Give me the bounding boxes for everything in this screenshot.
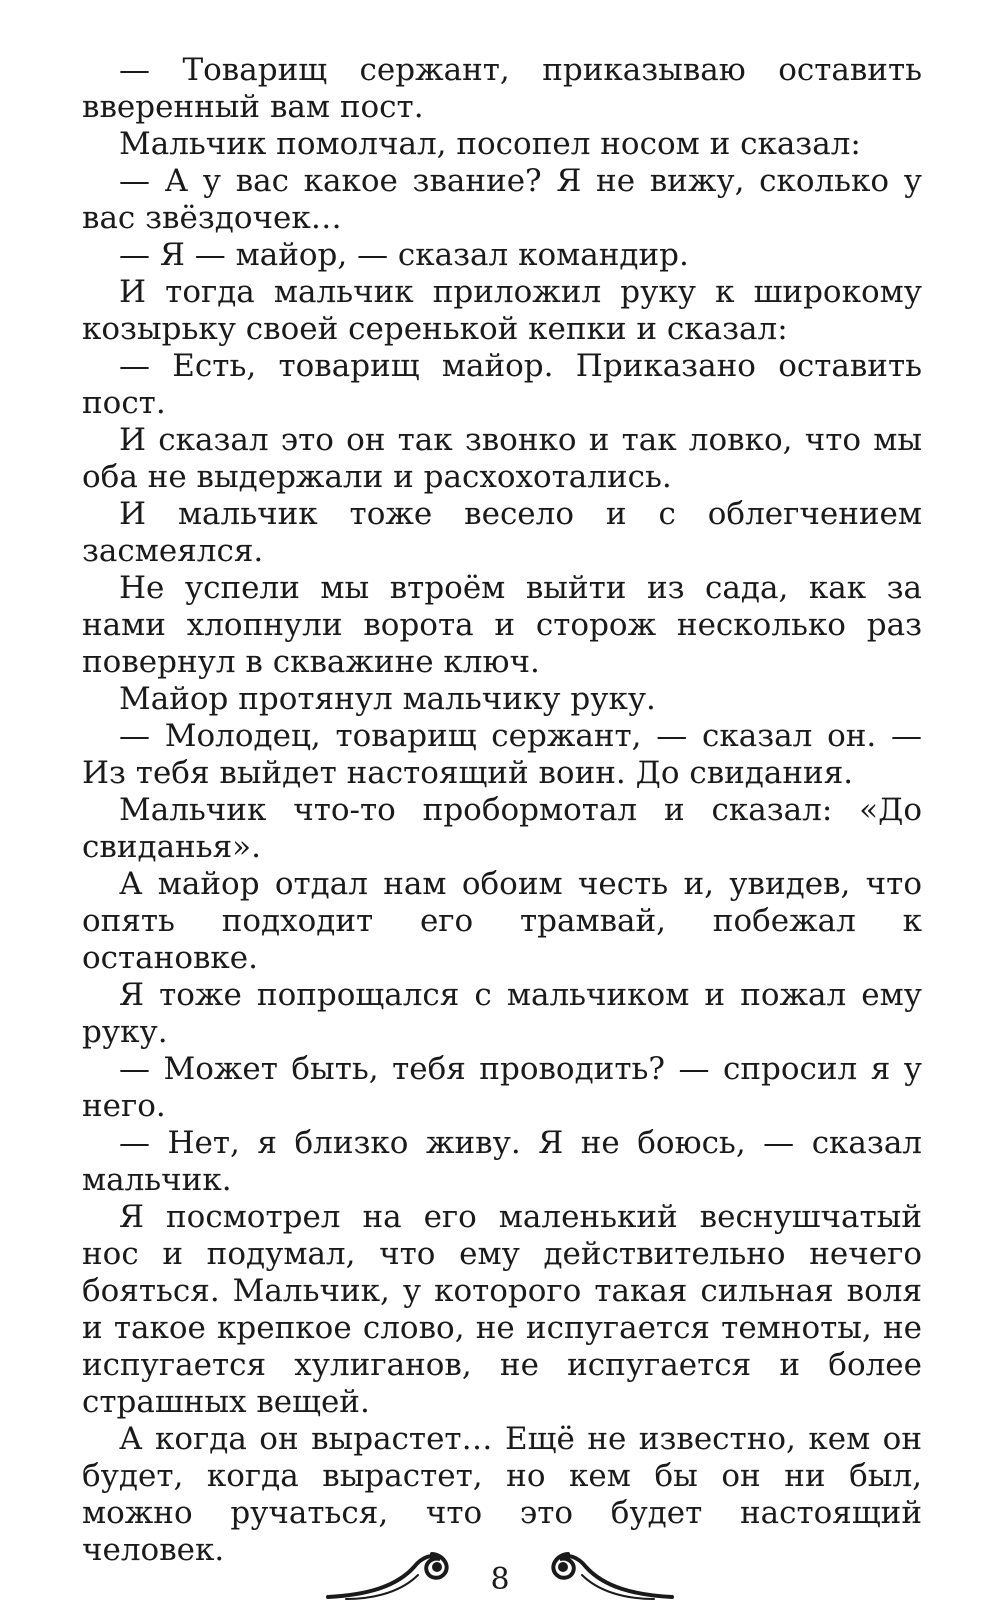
- paragraph: — Молодец, товарищ сержант, — сказал он. — Из тебя выйдет настоящий воин. До свидания.: [82, 718, 922, 791]
- paragraph: Мальчик помолчал, посопел носом и сказал:: [119, 126, 861, 162]
- paragraph: — Я — майор, — сказал командир.: [119, 237, 689, 273]
- paragraph: — Товарищ сержант, приказываю оставить вверенный вам пост.: [82, 52, 922, 125]
- paragraph: Я посмотрел на его маленький веснушчатый нос и подумал, что ему действительно нечего бояться. Мальчик, у которого такая сильная воля и такое крепкое слово, не испугается темноты, не испугается хулиганов, не испугается и более страшных вещей.: [82, 1199, 922, 1420]
- paragraph: Не успели мы втроём выйти из сада, как за нами хлопнули ворота и сторож несколько раз повернул в скважине ключ.: [82, 570, 922, 680]
- paragraph: И сказал это он так звонко и так ловко, что мы оба не выдержали и расхохотались.: [82, 422, 922, 495]
- paragraph: Я тоже попрощался с мальчиком и пожал ему руку.: [82, 977, 922, 1050]
- page-body: [82, 52, 922, 1569]
- swirl-ornament-icon: [326, 1545, 476, 1605]
- paragraph: Мальчик что-то пробормотал и сказал: «До свиданья».: [82, 792, 922, 865]
- page-number: 8: [490, 1561, 510, 1597]
- paragraph: А майор отдал нам обоим честь и, увидев, что опять подходит его трамвай, побежал к остановке.: [82, 866, 922, 976]
- page-footer: [0, 1540, 1000, 1610]
- paragraph: И мальчик тоже весело и с облегчением засмеялся.: [82, 496, 922, 569]
- paragraph: — Есть, товарищ майор. Приказано оставить пост.: [82, 348, 922, 421]
- swirl-ornament-icon: [524, 1545, 674, 1605]
- paragraph: А когда он вырастет… Ещё не известно, кем он будет, когда вырастет, но кем бы он ни был, можно ручаться, что это будет настоящий человек.: [82, 1421, 922, 1568]
- paragraph: Майор протянул мальчику руку.: [119, 681, 656, 717]
- paragraph: — Нет, я близко живу. Я не боюсь, — сказал мальчик.: [82, 1125, 922, 1198]
- paragraph: И тогда мальчик приложил руку к широкому козырьку своей серенькой кепки и сказал:: [82, 274, 922, 347]
- paragraph: — Может быть, тебя проводить? — спросил я у него.: [82, 1051, 922, 1124]
- paragraph: — А у вас какое звание? Я не вижу, сколько у вас звёздочек…: [82, 163, 922, 236]
